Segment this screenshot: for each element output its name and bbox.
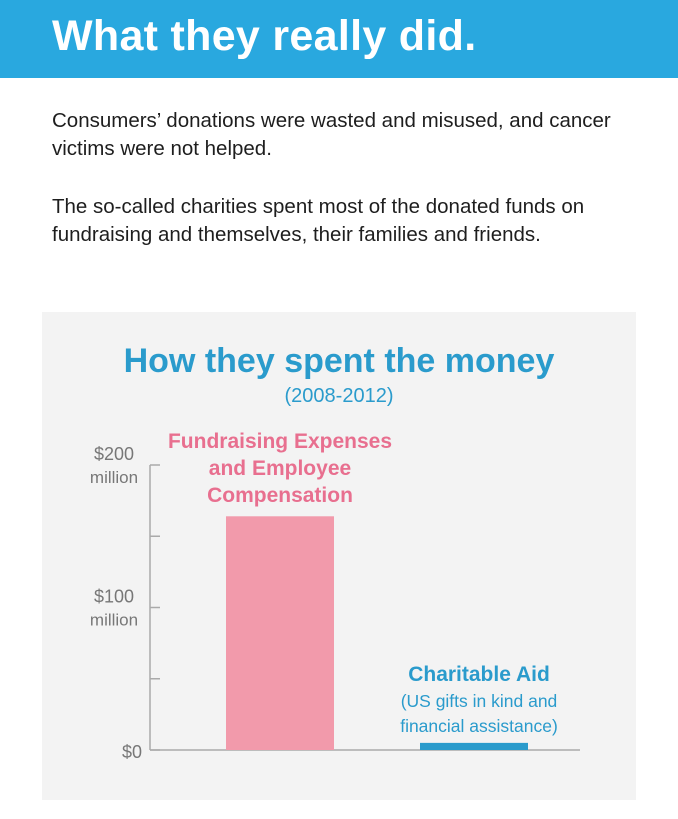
bar-2 bbox=[420, 743, 528, 750]
intro-paragraph-2: The so-called charities spent most of the donated funds on fundraising and themselves, their families and friends. bbox=[52, 195, 585, 246]
intro-paragraph-1: Consumers’ donations were wasted and misused, and cancer victims were not helped. bbox=[52, 109, 611, 160]
bar-label: Charitable Aid bbox=[408, 663, 550, 686]
bar-label: and Employee bbox=[208, 457, 352, 480]
bar-note: (US gifts in kind and bbox=[400, 691, 558, 711]
bar-label: Compensation bbox=[207, 484, 353, 507]
page-title: What they really did. bbox=[52, 12, 477, 60]
chart-subtitle: (2008-2012) bbox=[284, 385, 394, 407]
chart-title: How they spent the money bbox=[123, 342, 555, 380]
y-tick-label: $0 bbox=[121, 742, 142, 762]
bar-1 bbox=[226, 516, 334, 750]
y-tick-label: $200 bbox=[93, 444, 135, 464]
bar-label: Fundraising Expenses bbox=[167, 430, 393, 453]
y-tick-sublabel: million bbox=[89, 610, 139, 630]
y-tick-sublabel: million bbox=[89, 468, 139, 487]
bar-note: financial assistance) bbox=[400, 716, 558, 736]
y-tick-label: $100 bbox=[93, 586, 135, 607]
